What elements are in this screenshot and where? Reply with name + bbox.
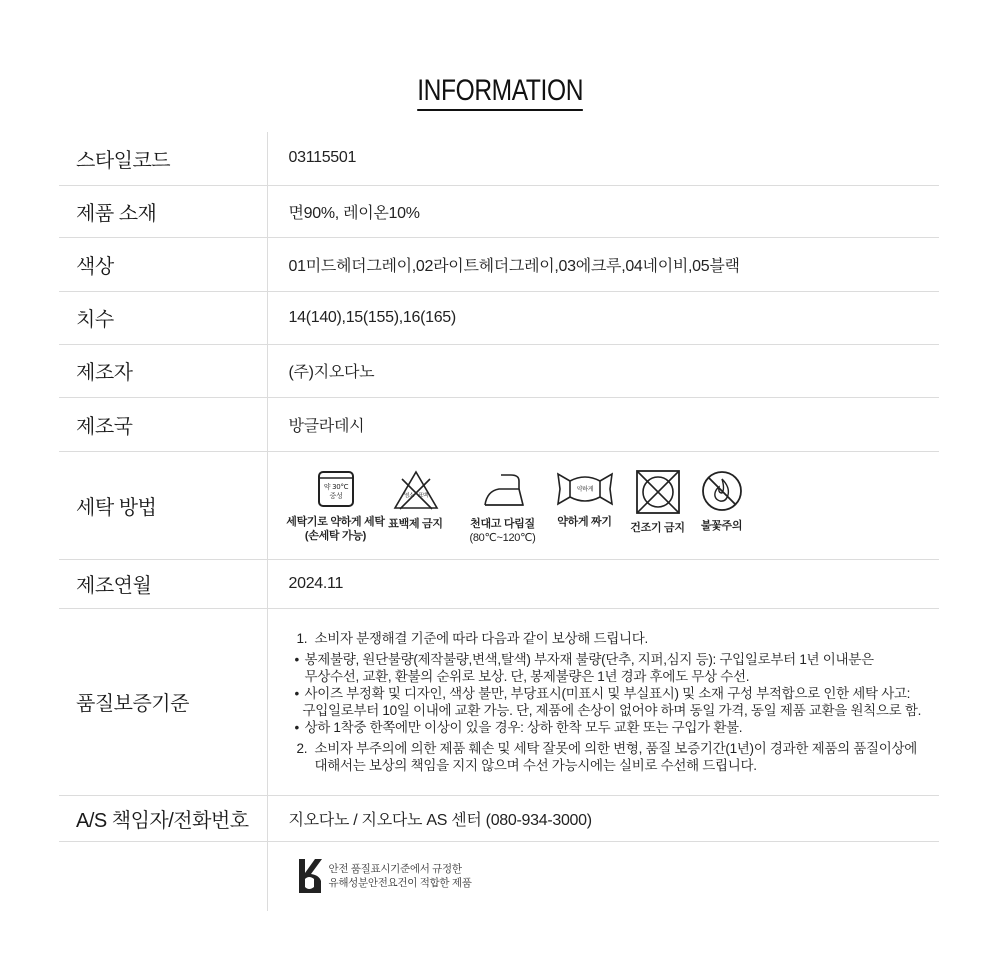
care-icons	[286, 469, 940, 545]
quality-bullet-2-a: 사이즈 부정확 및 디자인, 색상 불만, 부당표시(미표시 및 부실표시) 및 소재 구성 부적합으로 인한 세탁 사고:	[304, 685, 911, 701]
no-bleach-icon	[392, 469, 440, 511]
kc-certification	[297, 857, 940, 895]
quality-standard	[294, 630, 940, 774]
label-country: 제조국	[59, 397, 267, 451]
care-item-iron	[458, 469, 548, 545]
quality-item-2-b: 대해서는 보상의 책임을 지지 않으며 수선 가능시에는 실비로 수선해 드립니다.	[314, 757, 757, 773]
care-label-iron	[469, 517, 535, 545]
value-country: 방글라데시	[267, 397, 939, 451]
row-size	[59, 291, 939, 344]
label-as: A/S 책임자/전화번호	[59, 795, 267, 841]
quality-bullet-1-a: 봉제불량, 원단불량(제작불량,변색,탈색) 부자재 불량(단추, 지퍼,심지 등): 구입일로부터 1년 이내분은	[304, 651, 874, 667]
row-washing	[59, 451, 939, 559]
kc-mark-icon	[297, 857, 323, 895]
value-material: 면90%, 레이온10%	[267, 185, 939, 237]
value-date: 2024.11	[267, 559, 939, 608]
kc-text-line-1: 안전 품질표시기준에서 규정한	[328, 863, 462, 876]
label-date: 제조연월	[59, 559, 267, 608]
kc-text	[329, 862, 472, 890]
quality-bullet-2-b: 구입일로부터 10일 이내에 교환 가능. 단, 제품에 손상이 없어야 하며 동일 가격, 동일 제품 교환을 원칙으로 함.	[302, 702, 922, 718]
care-label-wash	[286, 515, 384, 543]
keep-from-fire-icon	[700, 469, 744, 513]
title-wrap	[0, 74, 1000, 111]
bullet-mark: •	[294, 651, 299, 667]
information-table	[59, 132, 939, 911]
quality-bullet-1-text	[305, 651, 874, 685]
care-label-fire: 불꽃주의	[700, 520, 743, 532]
label-kc-empty	[59, 841, 267, 911]
quality-bullet-3	[295, 719, 932, 736]
quality-bullet-2-text	[302, 685, 922, 719]
no-tumble-dry-icon	[635, 469, 681, 515]
care-label-wash-1: 세탁기로 약하게 세탁	[286, 516, 385, 528]
row-manufacturer	[59, 344, 939, 397]
care-label-wash-2: (손세탁 가능)	[304, 530, 367, 542]
wash-neutral-text: 중성	[329, 492, 342, 500]
value-washing	[267, 451, 939, 559]
bleach-text-1: 염소	[403, 493, 414, 499]
row-kc	[59, 841, 939, 911]
quality-item-1-text: 소비자 분쟁해결 기준에 따라 다음과 같이 보상해 드립니다.	[314, 630, 648, 646]
row-material	[59, 185, 939, 237]
label-size: 치수	[59, 291, 267, 344]
value-style-code: 03115501	[267, 132, 939, 185]
value-color: 01미드헤더그레이,02라이트헤더그레이,03에크루,04네이비,05블랙	[267, 237, 939, 291]
gentle-wring-icon	[554, 469, 616, 509]
quality-item-2-text	[315, 740, 917, 774]
row-style-code	[59, 132, 939, 185]
quality-bullet-1	[295, 651, 932, 685]
bleach-text-2: 표백	[417, 493, 428, 499]
label-manufacturer: 제조자	[59, 344, 267, 397]
care-item-fire	[696, 469, 748, 533]
row-quality	[59, 608, 939, 795]
care-item-wash	[286, 469, 386, 543]
value-size: 14(140),15(155),16(165)	[267, 291, 939, 344]
row-color	[59, 237, 939, 291]
quality-bullet-3-text: 상하 1착중 한쪽에만 이상이 있을 경우: 상하 한착 모두 교환 또는 구입가 환불.	[304, 719, 743, 735]
care-label-bleach: 표백제 금지	[388, 518, 443, 530]
quality-item-2-a: 소비자 부주의에 의한 제품 훼손 및 세탁 잘못에 의한 변형, 품질 보증기간(1년)이 경과한 제품의 품질이상에	[314, 740, 917, 756]
value-as: 지오다노 / 지오다노 AS 센터 (080-934-3000)	[267, 795, 939, 841]
kc-text-line-2: 유해성분안전요건이 적합한 제품	[328, 877, 472, 890]
label-color: 색상	[59, 237, 267, 291]
wring-text: 약하게	[576, 486, 593, 493]
value-manufacturer: (주)지오다노	[267, 344, 939, 397]
wash-30-neutral-icon	[316, 469, 356, 509]
care-label-iron-1: 천대고 다림질	[470, 518, 535, 530]
iron-icon	[479, 469, 527, 511]
care-item-dry	[620, 469, 696, 535]
value-kc	[267, 841, 939, 911]
quality-bullet-1-b: 무상수선, 교환, 환불의 순위로 보상. 단, 봉제불량은 1년 경과 후에도 무상 수선.	[304, 668, 750, 684]
label-material: 제품 소재	[59, 185, 267, 237]
care-item-wring	[550, 469, 620, 529]
bullet-mark: •	[294, 685, 299, 701]
label-quality: 품질보증기준	[59, 608, 267, 795]
care-item-bleach	[386, 469, 446, 531]
row-as	[59, 795, 939, 841]
care-label-dry: 건조기 금지	[630, 522, 685, 534]
quality-item-2	[297, 740, 932, 774]
page-title: INFORMATION	[417, 74, 583, 111]
quality-item-1	[297, 630, 932, 647]
value-quality	[267, 608, 939, 795]
bullet-mark: •	[294, 719, 299, 735]
quality-item-1-num: 1.	[296, 630, 308, 646]
quality-bullet-2	[295, 685, 932, 719]
label-style-code: 스타일코드	[59, 132, 267, 185]
care-label-wring: 약하게 짜기	[557, 516, 612, 528]
wash-temp-text: 약 30°C	[323, 483, 348, 491]
quality-item-2-num: 2.	[296, 740, 308, 756]
row-date	[59, 559, 939, 608]
care-label-iron-2: (80℃~120℃)	[469, 532, 536, 544]
row-country	[59, 397, 939, 451]
label-washing: 세탁 방법	[59, 451, 267, 559]
